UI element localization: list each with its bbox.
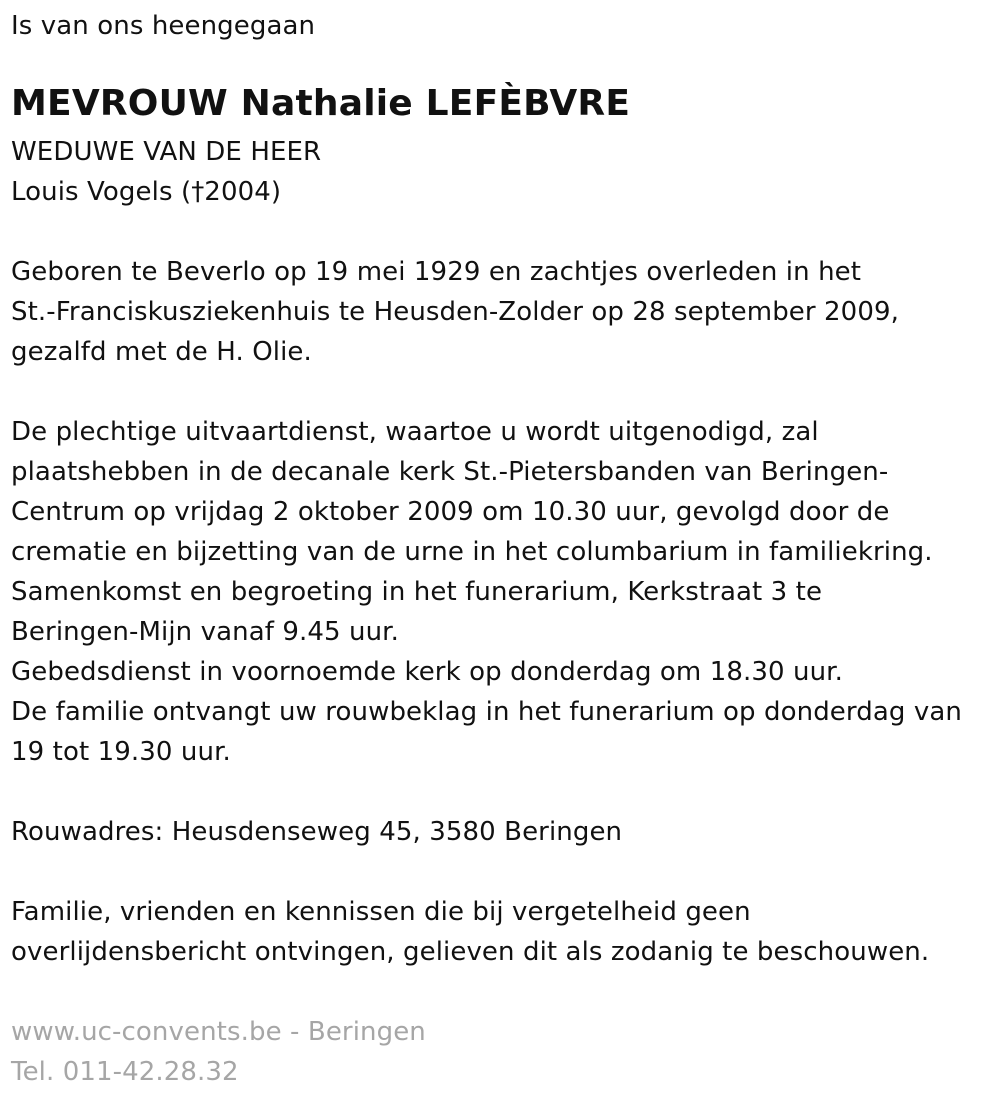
- paragraph-line: Samenkomst en begroeting in het funerarium, Kerkstraat 3 te: [11, 577, 823, 607]
- deceased-name: MEVROUW Nathalie LEFÈBVRE: [11, 83, 631, 124]
- paragraph-line: crematie en bijzetting van de urne in het columbarium in familiekring.: [11, 537, 933, 567]
- paragraph-line: De plechtige uitvaartdienst, waartoe u wordt uitgenodigd, zal: [11, 417, 819, 447]
- spacer: [11, 772, 1000, 812]
- paragraph-line: St.-Franciskusziekenhuis te Heusden-Zolder op 28 september 2009,: [11, 297, 899, 327]
- paragraph-line: plaatshebben in de decanale kerk St.-Pietersbanden van Beringen-: [11, 457, 889, 487]
- mourning-address: Rouwadres: Heusdenseweg 45, 3580 Beringen: [11, 817, 623, 847]
- spacer: [11, 212, 1000, 252]
- paragraph-line: gezalfd met de H. Olie.: [11, 337, 312, 367]
- paragraph-line: Familie, vrienden en kennissen die bij vergetelheid geen: [11, 897, 751, 927]
- website-link[interactable]: www.uc-convents.be - Beringen: [11, 1017, 426, 1047]
- spacer: [11, 372, 1000, 412]
- paragraph-line: De familie ontvangt uw rouwbeklag in het funerarium op donderdag van: [11, 697, 962, 727]
- paragraph-line: Centrum op vrijdag 2 oktober 2009 om 10.30 uur, gevolgd door de: [11, 497, 890, 527]
- relation-text: WEDUWE VAN DE HEER: [11, 137, 322, 167]
- notice-paragraph: [11, 892, 1000, 972]
- intro-text: Is van ons heengegaan: [11, 11, 316, 41]
- spouse-text: Louis Vogels (†2004): [11, 177, 282, 207]
- paragraph-line: Geboren te Beverlo op 19 mei 1929 en zachtjes overleden in het: [11, 257, 862, 287]
- birth-death-paragraph: [11, 252, 1000, 372]
- footer: [11, 1012, 1000, 1092]
- phone-number: Tel. 011-42.28.32: [11, 1057, 239, 1087]
- ceremony-paragraph: [11, 412, 1000, 772]
- paragraph-line: overlijdensbericht ontvingen, gelieven dit als zodanig te beschouwen.: [11, 937, 930, 967]
- spacer: [11, 852, 1000, 892]
- paragraph-line: 19 tot 19.30 uur.: [11, 737, 231, 767]
- spacer: [11, 972, 1000, 1012]
- paragraph-line: Gebedsdienst in voornoemde kerk op donderdag om 18.30 uur.: [11, 657, 843, 687]
- paragraph-line: Beringen-Mijn vanaf 9.45 uur.: [11, 617, 399, 647]
